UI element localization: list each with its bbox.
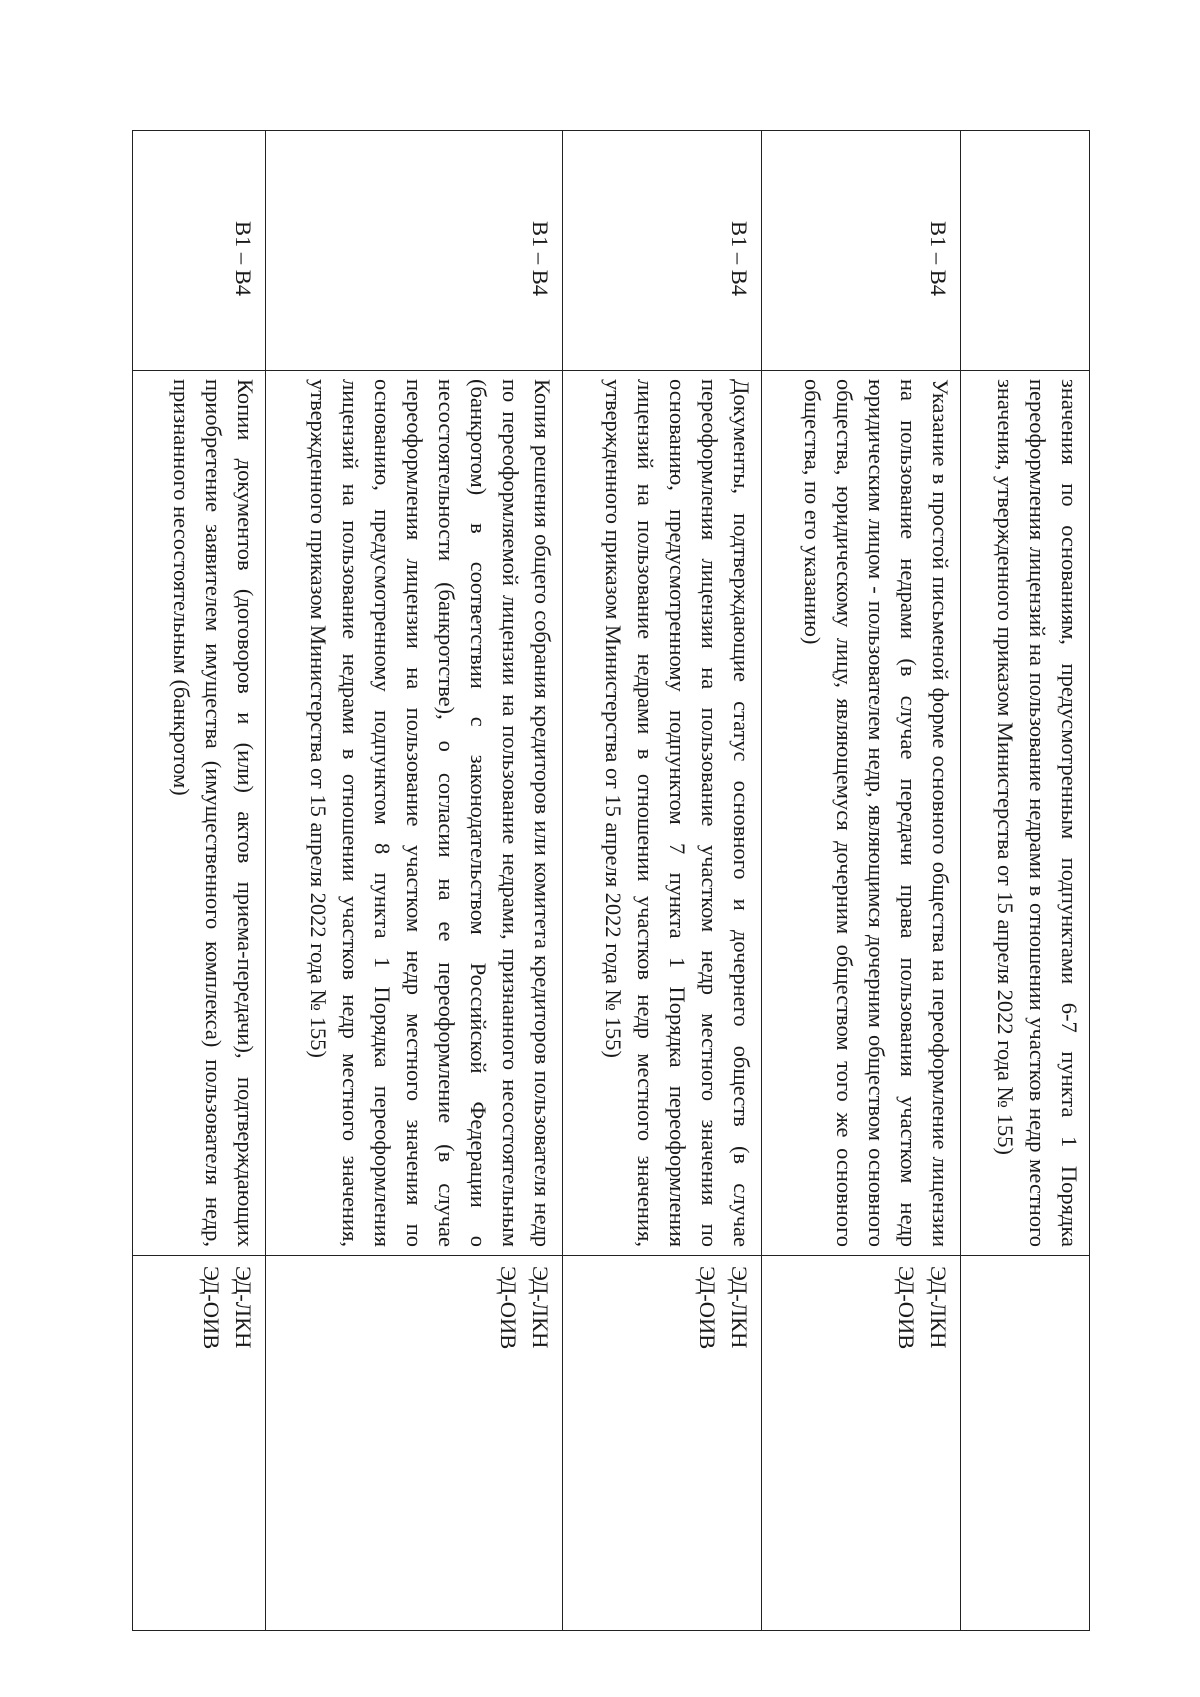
format-item: ЭД-ЛКН: [727, 1266, 752, 1349]
format-cell: [563, 1256, 762, 1631]
format-cell: [961, 1256, 1090, 1631]
table-row: [266, 131, 563, 1631]
format-item: ЭД-ОИВ: [894, 1266, 919, 1350]
format-item: ЭД-ЛКН: [528, 1266, 553, 1349]
description-cell: Копии документов (договоров и (или) актов приема-передачи), подтверждающих приобретение заявителем имущества (имущественного комплекса) пользователя недр, признанного несостоятельным (банкротом): [133, 371, 266, 1256]
description-cell: значения по основаниям, предусмотренным подпунктами 6-7 пункта 1 Порядка переоформления лицензий на пользование недрами в отношении участков недр местного значения, утвержденного приказом Министерства от 15 апреля 2022 года № 155): [961, 371, 1090, 1256]
format-item: ЭД-ОИВ: [496, 1266, 521, 1350]
table-row: [133, 131, 266, 1631]
format-cell: [133, 1256, 266, 1631]
code-cell: В1 – В4: [266, 131, 563, 371]
code-cell: [961, 131, 1090, 371]
format-cell: [762, 1256, 961, 1631]
format-item: ЭД-ОИВ: [695, 1266, 720, 1350]
format-item: ЭД-ЛКН: [926, 1266, 951, 1349]
description-cell: Документы, подтверждающие статус основного и дочернего обществ (в случае переоформления лицензии на пользование участком недр местного значения по основанию, предусмотренному подпунктом 7 пункта 1 Порядка переоформления лицензий на пользование недрами в отношении участков недр местного значения, утвержденного приказом Министерства от 15 апреля 2022 года № 155): [563, 371, 762, 1256]
table-row: [762, 131, 961, 1631]
code-cell: В1 – В4: [133, 131, 266, 371]
format-item: ЭД-ОИВ: [199, 1266, 224, 1350]
description-cell: Копия решения общего собрания кредиторов или комитета кредиторов пользователя недр по переоформляемой лицензии на пользование недрами, признанного несостоятельным (банкротом) в соответствии с законодательством Российской Федерации о несостоятельности (банкротстве), о согласии на ее переоформление (в случае переоформления лицензии на пользование участком недр местного значения по основанию, предусмотренному подпунктом 8 пункта 1 Порядка переоформления лицензий на пользование недрами в отношении участков недр местного значения, утвержденного приказом Министерства от 15 апреля 2022 года № 155): [266, 371, 563, 1256]
rotated-page: [160, 130, 1090, 1630]
table-row: [563, 131, 762, 1631]
document-table: [132, 130, 1090, 1631]
code-cell: В1 – В4: [762, 131, 961, 371]
code-cell: В1 – В4: [563, 131, 762, 371]
format-cell: [266, 1256, 563, 1631]
description-cell: Указание в простой письменой форме основного общества на переоформление лицензии на пользование недрами (в случае передачи права пользования участком недр юридическим лицом - пользователем недр, являющимся дочерним обществом основного общества, юридическому лицу, являющемуся дочерним обществом того же основного общества, по его указанию): [762, 371, 961, 1256]
format-item: ЭД-ЛКН: [231, 1266, 256, 1349]
table-row: [961, 131, 1090, 1631]
